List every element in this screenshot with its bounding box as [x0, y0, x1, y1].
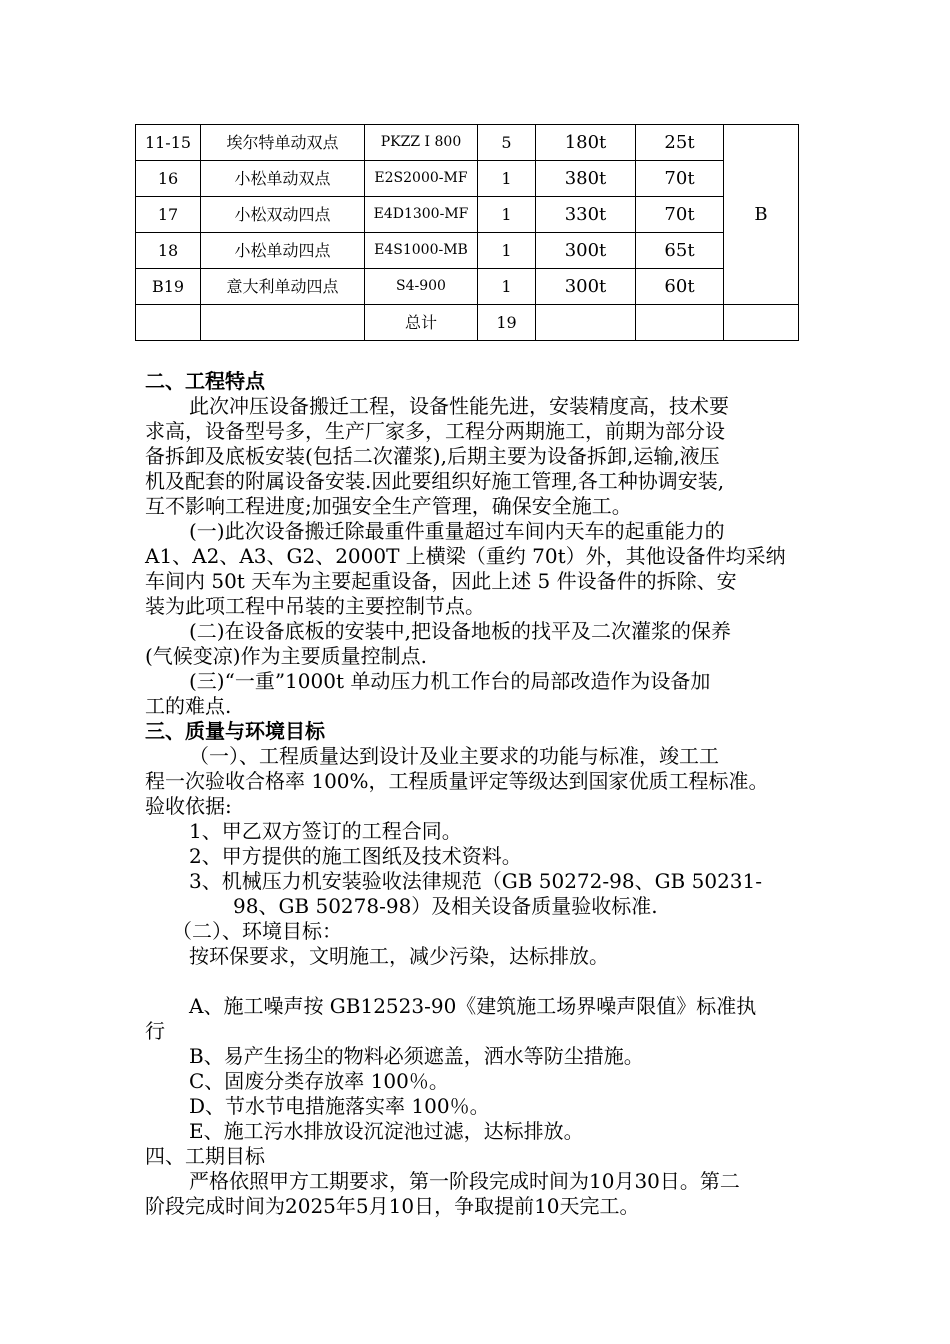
total-label: 总计: [365, 305, 478, 341]
list-item: 2、甲方提供的施工图纸及技术资料。: [189, 844, 522, 868]
table-row: [136, 233, 799, 269]
paragraph-line: 车间内 50t 天车为主要起重设备，因此上述 5 件设备件的拆除、安: [145, 569, 737, 593]
paragraph-line: (三)“一重”1000t 单动压力机工作台的局部改造作为设备加: [189, 669, 711, 693]
cell-qty: 1: [478, 197, 536, 233]
cell-model: E4D1300-MF: [365, 197, 478, 233]
cell-cap1: 300t: [536, 269, 636, 305]
cell-qty: 1: [478, 161, 536, 197]
list-item: D、节水节电措施落实率 100％。: [189, 1094, 490, 1118]
cell-cap1: 300t: [536, 233, 636, 269]
list-item: 3、机械压力机安装验收法律规范（GB 50272-98、GB 50231-: [189, 869, 762, 893]
paragraph-line: A1、A2、A3、G2、2000T 上横梁（重约 70t）外，其他设备件均采纳: [145, 544, 786, 568]
cell-name: 小松单动双点: [201, 161, 365, 197]
cell-qty: 1: [478, 233, 536, 269]
cell-cap2: 70t: [636, 161, 724, 197]
paragraph-line: 验收依据:: [145, 794, 232, 818]
paragraph-line: 此次冲压设备搬迁工程，设备性能先进，安装精度高，技术要: [189, 394, 729, 418]
cell-qty: 5: [478, 125, 536, 161]
cell-qty: 1: [478, 269, 536, 305]
cell-name: 埃尔特单动双点: [201, 125, 365, 161]
list-item: 1、甲乙双方签订的工程合同。: [189, 819, 462, 843]
paragraph-line: 按环保要求，文明施工，减少污染，达标排放。: [189, 944, 609, 968]
cell-model: E2S2000-MF: [365, 161, 478, 197]
paragraph-line: （二）、环境目标：: [172, 919, 342, 943]
cell-empty: [536, 305, 636, 341]
paragraph-line: 阶段完成时间为2025年5月10日，争取提前10天完工。: [145, 1194, 640, 1218]
paragraph-line: 备拆卸及底板安装(包括二次灌浆),后期主要为设备拆卸,运输,液压: [145, 444, 720, 468]
cell-name: 小松双动四点: [201, 197, 365, 233]
table-row: [136, 125, 799, 161]
paragraph-line: 工的难点.: [145, 694, 232, 718]
paragraph-line: 求高，设备型号多，生产厂家多，工程分两期施工，前期为部分设: [145, 419, 725, 443]
section-heading: 四、工期目标: [145, 1144, 265, 1168]
section-heading: 三、质量与环境目标: [145, 719, 325, 743]
cell-empty: [136, 305, 201, 341]
paragraph-line: (气候变凉)作为主要质量控制点.: [145, 644, 427, 668]
cell-no: 16: [136, 161, 201, 197]
list-item: B、易产生扬尘的物料必须遮盖，洒水等防尘措施。: [189, 1044, 644, 1068]
cell-cap1: 330t: [536, 197, 636, 233]
cell-no: 17: [136, 197, 201, 233]
equipment-table: [135, 124, 799, 341]
cell-cap1: 380t: [536, 161, 636, 197]
cell-grade: B: [724, 125, 799, 305]
list-item: 行: [145, 1019, 165, 1043]
cell-no: 18: [136, 233, 201, 269]
cell-name: 小松单动四点: [201, 233, 365, 269]
cell-no: 11-15: [136, 125, 201, 161]
list-item: 98、GB 50278-98）及相关设备质量验收标准.: [233, 894, 658, 918]
paragraph-line: 程一次验收合格率 100%，工程质量评定等级达到国家优质工程标准。: [145, 769, 769, 793]
paragraph-line: 互不影响工程进度;加强安全生产管理，确保安全施工。: [145, 494, 632, 518]
paragraph-line: 严格依照甲方工期要求，第一阶段完成时间为10月30日。第二: [189, 1169, 740, 1193]
paragraph-line: （一）、工程质量达到设计及业主要求的功能与标准，竣工工: [189, 744, 719, 768]
cell-empty: [636, 305, 724, 341]
paragraph-line: (二)在设备底板的安装中,把设备地板的找平及二次灌浆的保养: [189, 619, 731, 643]
cell-model: E4S1000-MB: [365, 233, 478, 269]
paragraph-line: 机及配套的附属设备安装.因此要组织好施工管理,各工种协调安装,: [145, 469, 725, 493]
cell-cap2: 60t: [636, 269, 724, 305]
cell-model: S4-900: [365, 269, 478, 305]
cell-cap1: 180t: [536, 125, 636, 161]
cell-cap2: 70t: [636, 197, 724, 233]
table-total-row: [136, 305, 799, 341]
table-row: [136, 197, 799, 233]
cell-model: PKZZ I 800: [365, 125, 478, 161]
section-heading: 二、工程特点: [145, 369, 265, 393]
cell-empty: [724, 305, 799, 341]
total-qty: 19: [478, 305, 536, 341]
paragraph-line: 装为此项工程中吊装的主要控制节点。: [145, 594, 485, 618]
cell-cap2: 25t: [636, 125, 724, 161]
cell-cap2: 65t: [636, 233, 724, 269]
paragraph-line: (一)此次设备搬迁除最重件重量超过车间内天车的起重能力的: [189, 519, 725, 543]
cell-no: B19: [136, 269, 201, 305]
table-row: [136, 161, 799, 197]
cell-name: 意大利单动四点: [201, 269, 365, 305]
table-row: [136, 269, 799, 305]
list-item: A、施工噪声按 GB12523-90《建筑施工场界噪声限值》标准执: [189, 994, 757, 1018]
list-item: E、施工污水排放设沉淀池过滤，达标排放。: [189, 1119, 584, 1143]
list-item: C、固废分类存放率 100％。: [189, 1069, 449, 1093]
cell-empty: [201, 305, 365, 341]
